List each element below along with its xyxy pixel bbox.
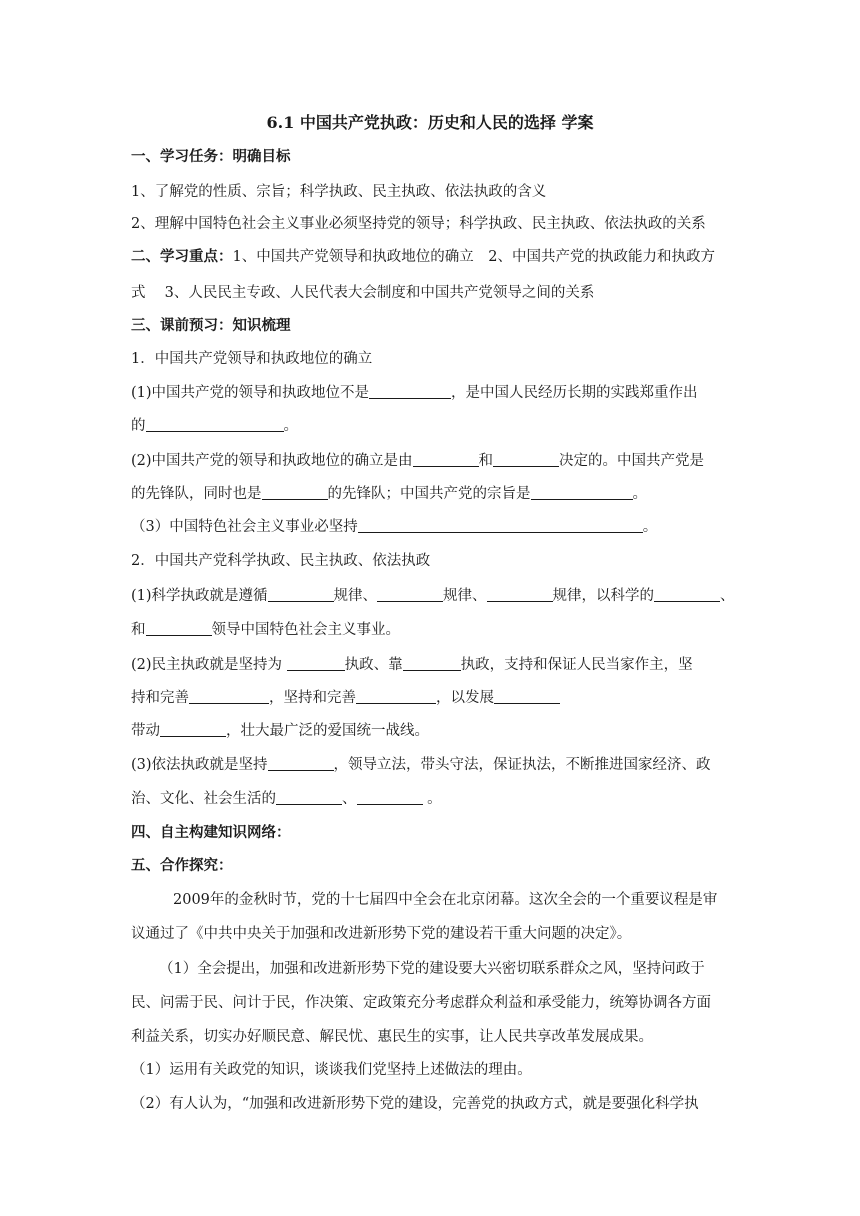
discussion-question-1: （1）运用有关政党的知识，谈谈我们党坚持上述做法的理由。 (131, 1062, 532, 1078)
q2-text-f: 。 (632, 486, 647, 502)
q2-text-a: (2)中国共产党的领导和执政地位的确立是由 (131, 453, 413, 469)
m1-text-g: 带动 (131, 723, 160, 739)
fill-blank[interactable] (493, 452, 559, 467)
q1-text-b: ，是中国人民经历长期的实践郑重作出 (451, 385, 698, 401)
question-2-line-1 (131, 451, 704, 471)
q2-text-c: 决定的。中国共产党是 (559, 453, 705, 469)
fill-blank[interactable] (189, 689, 269, 704)
section-2-heading: 二、学习重点： (131, 248, 233, 265)
k1-text-f: 和 (131, 622, 146, 638)
law-line-1 (131, 755, 711, 775)
democracy-line-2 (131, 688, 560, 708)
q1-text-c: 的 (131, 418, 146, 434)
section-2-text-1: 1、中国共产党领导和执政地位的确立 2、中国共产党的执政能力和执政方 (232, 249, 715, 265)
democracy-line-1 (131, 655, 693, 675)
fill-blank[interactable] (357, 790, 423, 805)
law-line-2 (131, 789, 442, 809)
f1-text-d: 、 (342, 791, 357, 807)
q1-text-a: (1)中国共产党的领导和执政地位不是 (131, 385, 370, 401)
m1-text-c: 执政，支持和保证人民当家作主，坚 (460, 657, 693, 673)
fill-blank[interactable] (262, 485, 328, 500)
topic-2-title: 2．中国共产党科学执政、民主执政、依法执政 (131, 553, 431, 569)
q1-text-d: 。 (283, 418, 298, 434)
case-paragraph-1-line-2: 议通过了《中共中央关于加强和改进新形势下党的建设若干重大问题的决定》。 (131, 926, 632, 942)
m1-text-d: 持和完善 (131, 690, 189, 706)
m1-text-e: ，坚持和完善 (269, 690, 356, 706)
fill-blank[interactable] (358, 518, 643, 533)
fill-blank[interactable] (268, 587, 334, 602)
section-1-line-2: 2、理解中国特色社会主义事业必须坚持党的领导；科学执政、民主执政、依法执政的关系 (131, 216, 706, 232)
fill-blank[interactable] (494, 689, 560, 704)
q2-text-b: 和 (478, 453, 494, 469)
k1-text-c: 规律、 (443, 588, 487, 604)
democracy-line-3 (131, 721, 429, 741)
section-2-line-2: 式 3、人民民主专政、人民代表大会制度和中国共产党领导之间的关系 (131, 285, 595, 301)
question-3-line (131, 517, 657, 537)
m1-text-b: 执政、靠 (344, 657, 403, 673)
q3-text-b: 。 (642, 519, 658, 535)
question-2-line-2 (131, 484, 647, 504)
topic-1-title: 1．中国共产党领导和执政地位的确立 (131, 351, 373, 367)
f1-text-a: (3)依法执政就是坚持 (131, 757, 268, 773)
case-paragraph-1-line-1: 2009年的金秋时节，党的十七届四中全会在北京闭幕。这次全会的一个重要议程是审 (173, 892, 718, 908)
fill-blank[interactable] (160, 722, 226, 737)
fill-blank[interactable] (356, 689, 436, 704)
f1-text-c: 治、文化、社会生活的 (131, 791, 276, 807)
f1-text-e: 。 (422, 791, 442, 807)
case-paragraph-2-line-2: 民、问需于民、问计于民，作决策、定政策充分考虑群众利益和承受能力，统筹协调各方面 (131, 995, 711, 1011)
fill-blank[interactable] (268, 756, 334, 771)
fill-blank[interactable] (276, 790, 342, 805)
q3-text-a: （3）中国特色社会主义事业必坚持 (131, 519, 358, 535)
fill-blank[interactable] (377, 587, 443, 602)
question-1-line-1 (131, 383, 698, 403)
fill-blank[interactable] (146, 417, 284, 432)
f1-text-b: ，领导立法，带头守法，保证执法，不断推进国家经济、政 (333, 757, 711, 773)
fill-blank[interactable] (413, 452, 479, 467)
section-1-heading: 一、学习任务：明确目标 (131, 148, 291, 165)
section-2-line-1 (131, 247, 715, 267)
k1-text-e: 、 (720, 588, 735, 604)
k1-text-g: 领导中国特色社会主义事业。 (211, 622, 400, 638)
q2-text-e: 的先锋队；中国共产党的宗旨是 (327, 486, 531, 502)
fill-blank[interactable] (146, 621, 212, 636)
question-1-line-2 (131, 416, 298, 436)
page-title: 6.1 中国共产党执政：历史和人民的选择 学案 (266, 113, 594, 132)
m1-text-h: ，壮大最广泛的爱国统一战线。 (226, 723, 429, 739)
fill-blank[interactable] (654, 587, 720, 602)
m1-text-f: ，以发展 (436, 690, 494, 706)
section-4-heading: 四、自主构建知识网络： (131, 824, 291, 841)
section-5-heading: 五、合作探究： (131, 857, 233, 874)
science-line-1 (131, 586, 735, 606)
case-paragraph-2-line-1: （1）全会提出，加强和改进新形势下党的建设要大兴密切联系群众之风，坚持问政于 (159, 961, 705, 977)
case-paragraph-2-line-3: 利益关系，切实办好顺民意、解民忧、惠民生的实事，让人民共享改革发展成果。 (131, 1029, 653, 1045)
fill-blank[interactable] (403, 656, 461, 671)
science-line-2 (131, 620, 400, 640)
k1-text-a: (1)科学执政就是遵循 (131, 588, 268, 604)
fill-blank[interactable] (287, 656, 345, 671)
m1-text-a: (2)民主执政就是坚持为 (131, 657, 287, 673)
fill-blank[interactable] (369, 384, 451, 399)
fill-blank[interactable] (531, 485, 633, 500)
section-1-line-1: 1、了解党的性质、宗旨；科学执政、民主执政、依法执政的含义 (131, 184, 547, 200)
q2-text-d: 的先锋队，同时也是 (131, 486, 262, 502)
k1-text-b: 规律、 (333, 588, 378, 604)
fill-blank[interactable] (487, 587, 553, 602)
k1-text-d: 规律，以科学的 (552, 588, 655, 604)
section-3-heading: 三、课前预习：知识梳理 (131, 317, 291, 334)
discussion-question-2: （2）有人认为，“加强和改进新形势下党的建设，完善党的执政方式，就是要强化科学执 (131, 1096, 699, 1112)
